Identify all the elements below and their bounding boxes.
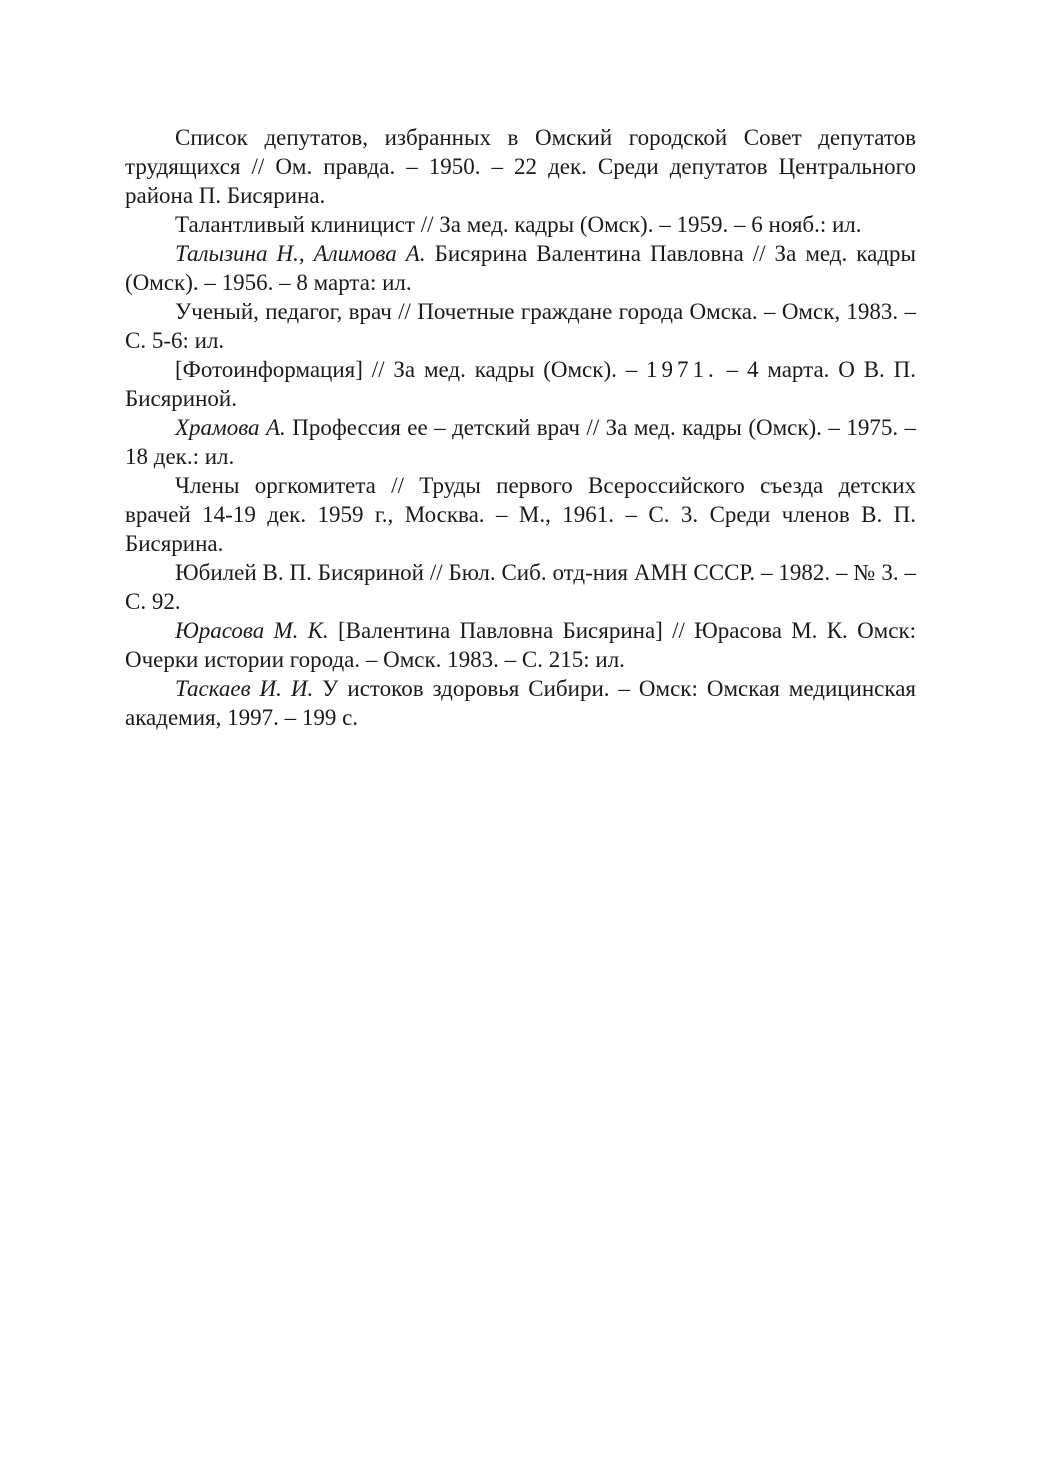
entry-author: Талызина Н., Алимова А. xyxy=(175,241,426,266)
bibliography-entry xyxy=(125,413,916,471)
entry-spaced-year: 1971. xyxy=(646,357,718,382)
bibliography-page xyxy=(125,123,916,732)
bibliography-entry xyxy=(125,210,916,239)
entry-text: Талантливый клиницист // За мед. кадры (Омск). – 1959. – 6 нояб.: ил. xyxy=(175,212,862,237)
entry-text: [Фотоинформация] // За мед. кадры (Омск). – xyxy=(175,357,647,382)
bibliography-entry xyxy=(125,297,916,355)
entry-text: У истоков здоровья Сибири. – Омск: Омская медицинская академия, 1997. – 199 с. xyxy=(125,676,916,730)
bibliography-entry xyxy=(125,471,916,558)
entry-author: Юрасова М. К. xyxy=(175,618,329,643)
entry-text: Профессия ее – детский врач // За мед. кадры (Омск). – 1975. – 18 дек.: ил. xyxy=(125,415,917,469)
entry-text: Ученый, педагог, врач // Почетные граждане города Омска. – Омск, 1983. – С. 5-6: ил. xyxy=(125,299,916,353)
entry-text: [Валентина Павловна Бисярина] // Юрасова М. К. Омск: Очерки истории города. – Омск. 1983. – С. 215: ил. xyxy=(125,618,917,672)
entry-text: Члены оргкомитета // Труды первого Всероссийского съезда детских врачей 14-19 дек. 1959 г., Москва. – М., 1961. – С. 3. Среди членов В. П. Бисярина. xyxy=(125,473,916,556)
entry-text: Бисярина Валентина Павловна // За мед. кадры (Омск). – 1956. – 8 марта: ил. xyxy=(125,241,916,295)
entry-author: Храмова А. xyxy=(175,415,286,440)
entry-text: Список депутатов, избранных в Омский городской Совет депутатов трудящихся // Ом. правда. – 1950. – 22 дек. Среди депутатов Центрального района П. Бисярина. xyxy=(125,125,916,208)
entry-text: Юбилей В. П. Бисяриной // Бюл. Сиб. отд-ния АМН СССР. – 1982. – № 3. – С. 92. xyxy=(125,560,916,614)
bibliography-entry xyxy=(125,558,916,616)
bibliography-entry xyxy=(125,239,916,297)
entry-author: Таскаев И. И. xyxy=(175,676,314,701)
bibliography-entry xyxy=(125,355,916,413)
bibliography-entry xyxy=(125,123,916,210)
bibliography-entry xyxy=(125,616,916,674)
bibliography-entry xyxy=(125,674,916,732)
entry-text: – 4 марта. О В. П. Бисяриной. xyxy=(125,357,917,411)
